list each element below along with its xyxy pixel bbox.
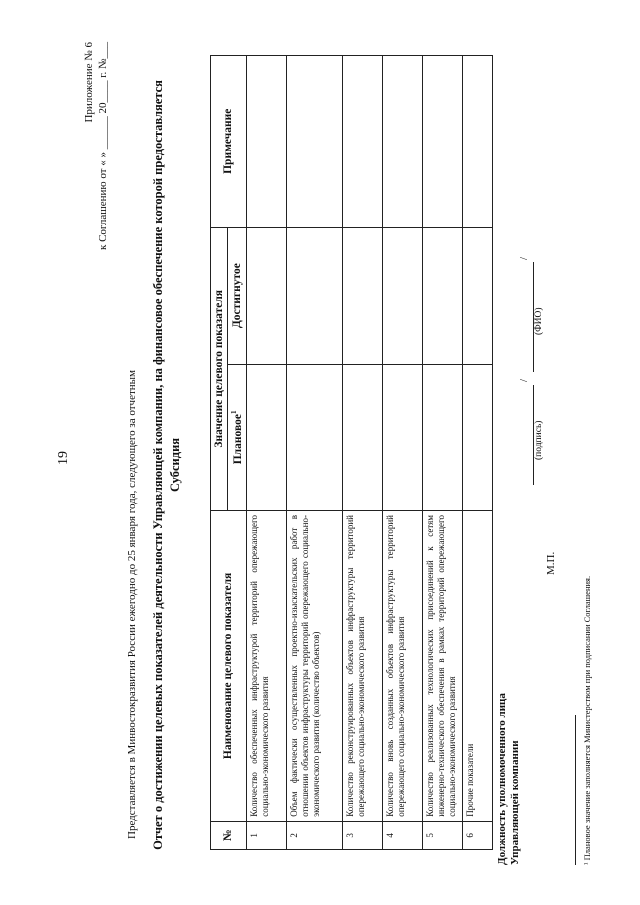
- row-achieved: [422, 227, 462, 364]
- signatory-position-line1: Должность уполномоченного лица: [496, 693, 508, 865]
- table-row: [246, 56, 286, 850]
- row-indicator-name: Количество вновь созданных объектов инфраструктуры территорий опережающего социально-экономического развития: [382, 511, 422, 822]
- appendix-reference: [82, 42, 110, 250]
- appendix-number: Приложение № 6: [83, 42, 95, 123]
- row-note: [246, 56, 286, 228]
- signatory-position: [496, 693, 522, 865]
- header-plan: [228, 364, 247, 510]
- row-num: 3: [342, 821, 382, 849]
- row-num: 2: [286, 821, 342, 849]
- table-row: [422, 56, 462, 850]
- footnote-mark: 1: [230, 410, 238, 415]
- row-indicator-name: Количество реализованных технологических присоединений к сетям инженерно-технического обеспечения в рамках территорий опережающего социально-экономического развития: [422, 511, 462, 822]
- row-note: [382, 56, 422, 228]
- row-note: [342, 56, 382, 228]
- row-num: 6: [462, 821, 492, 849]
- row-indicator-name: Объем фактически осуществленных проектно-изыскательских работ в отношении объектов инфраструктуры территорий опережающего социально-экономического развития (количество объектов): [286, 511, 342, 822]
- row-plan: [246, 364, 286, 510]
- row-num: 5: [422, 821, 462, 849]
- table-row: [382, 56, 422, 850]
- row-num: 1: [246, 821, 286, 849]
- name-line: [520, 262, 534, 372]
- row-indicator-name: Количество реконструированных объектов инфраструктуры территорий опережающего социально-экономического развития: [342, 511, 382, 822]
- row-plan: [286, 364, 342, 510]
- row-achieved: [286, 227, 342, 364]
- name-caption: (ФИО): [534, 307, 544, 335]
- indicators-table: [210, 55, 493, 850]
- agreement-reference: к Соглашению от « » ______ 20____ г. №___: [97, 42, 109, 251]
- signatory-position-line2: Управляющей компании: [509, 740, 521, 865]
- page-number: 19: [56, 451, 71, 465]
- submission-note: Представляется в Минвостокразвития России ежегодно до 25 января года, следующего за отчетным: [126, 369, 138, 839]
- header-name: Наименование целевого показателя: [211, 511, 247, 822]
- separator-slash: /: [518, 378, 530, 382]
- header-note: Примечание: [211, 56, 247, 228]
- table-row: [342, 56, 382, 850]
- footnote: ¹ Плановое значение заполняется Министерством при подписании Соглашения.: [582, 575, 592, 865]
- row-indicator-name: Прочие показатели: [462, 511, 492, 822]
- stamp-place: М.П.: [545, 551, 557, 575]
- table-row: [462, 56, 492, 850]
- table-row: [286, 56, 342, 850]
- header-value-group: Значение целевого показателя: [211, 227, 228, 510]
- separator-slash: /: [518, 256, 530, 260]
- row-achieved: [246, 227, 286, 364]
- signature-line: [520, 385, 534, 485]
- header-achieved: Достигнутое: [228, 227, 247, 364]
- signature-caption: (подпись): [534, 420, 544, 460]
- row-note: [422, 56, 462, 228]
- row-achieved: [342, 227, 382, 364]
- row-note: [462, 56, 492, 228]
- row-plan: [382, 364, 422, 510]
- row-note: [286, 56, 342, 228]
- row-plan: [342, 364, 382, 510]
- row-indicator-name: Количество обеспеченных инфраструктурой территорий опережающего социально-экономического развития: [246, 511, 286, 822]
- row-num: 4: [382, 821, 422, 849]
- row-plan: [462, 364, 492, 510]
- report-title: Отчет о достижении целевых показателей деятельности Управляющей компании, на финансовое обеспечение которой предоставляется Субсидия: [151, 80, 182, 850]
- footnote-rule: [575, 715, 576, 865]
- header-plan-label: Плановое: [231, 414, 244, 465]
- row-achieved: [462, 227, 492, 364]
- header-num: №: [211, 821, 247, 849]
- row-achieved: [382, 227, 422, 364]
- row-plan: [422, 364, 462, 510]
